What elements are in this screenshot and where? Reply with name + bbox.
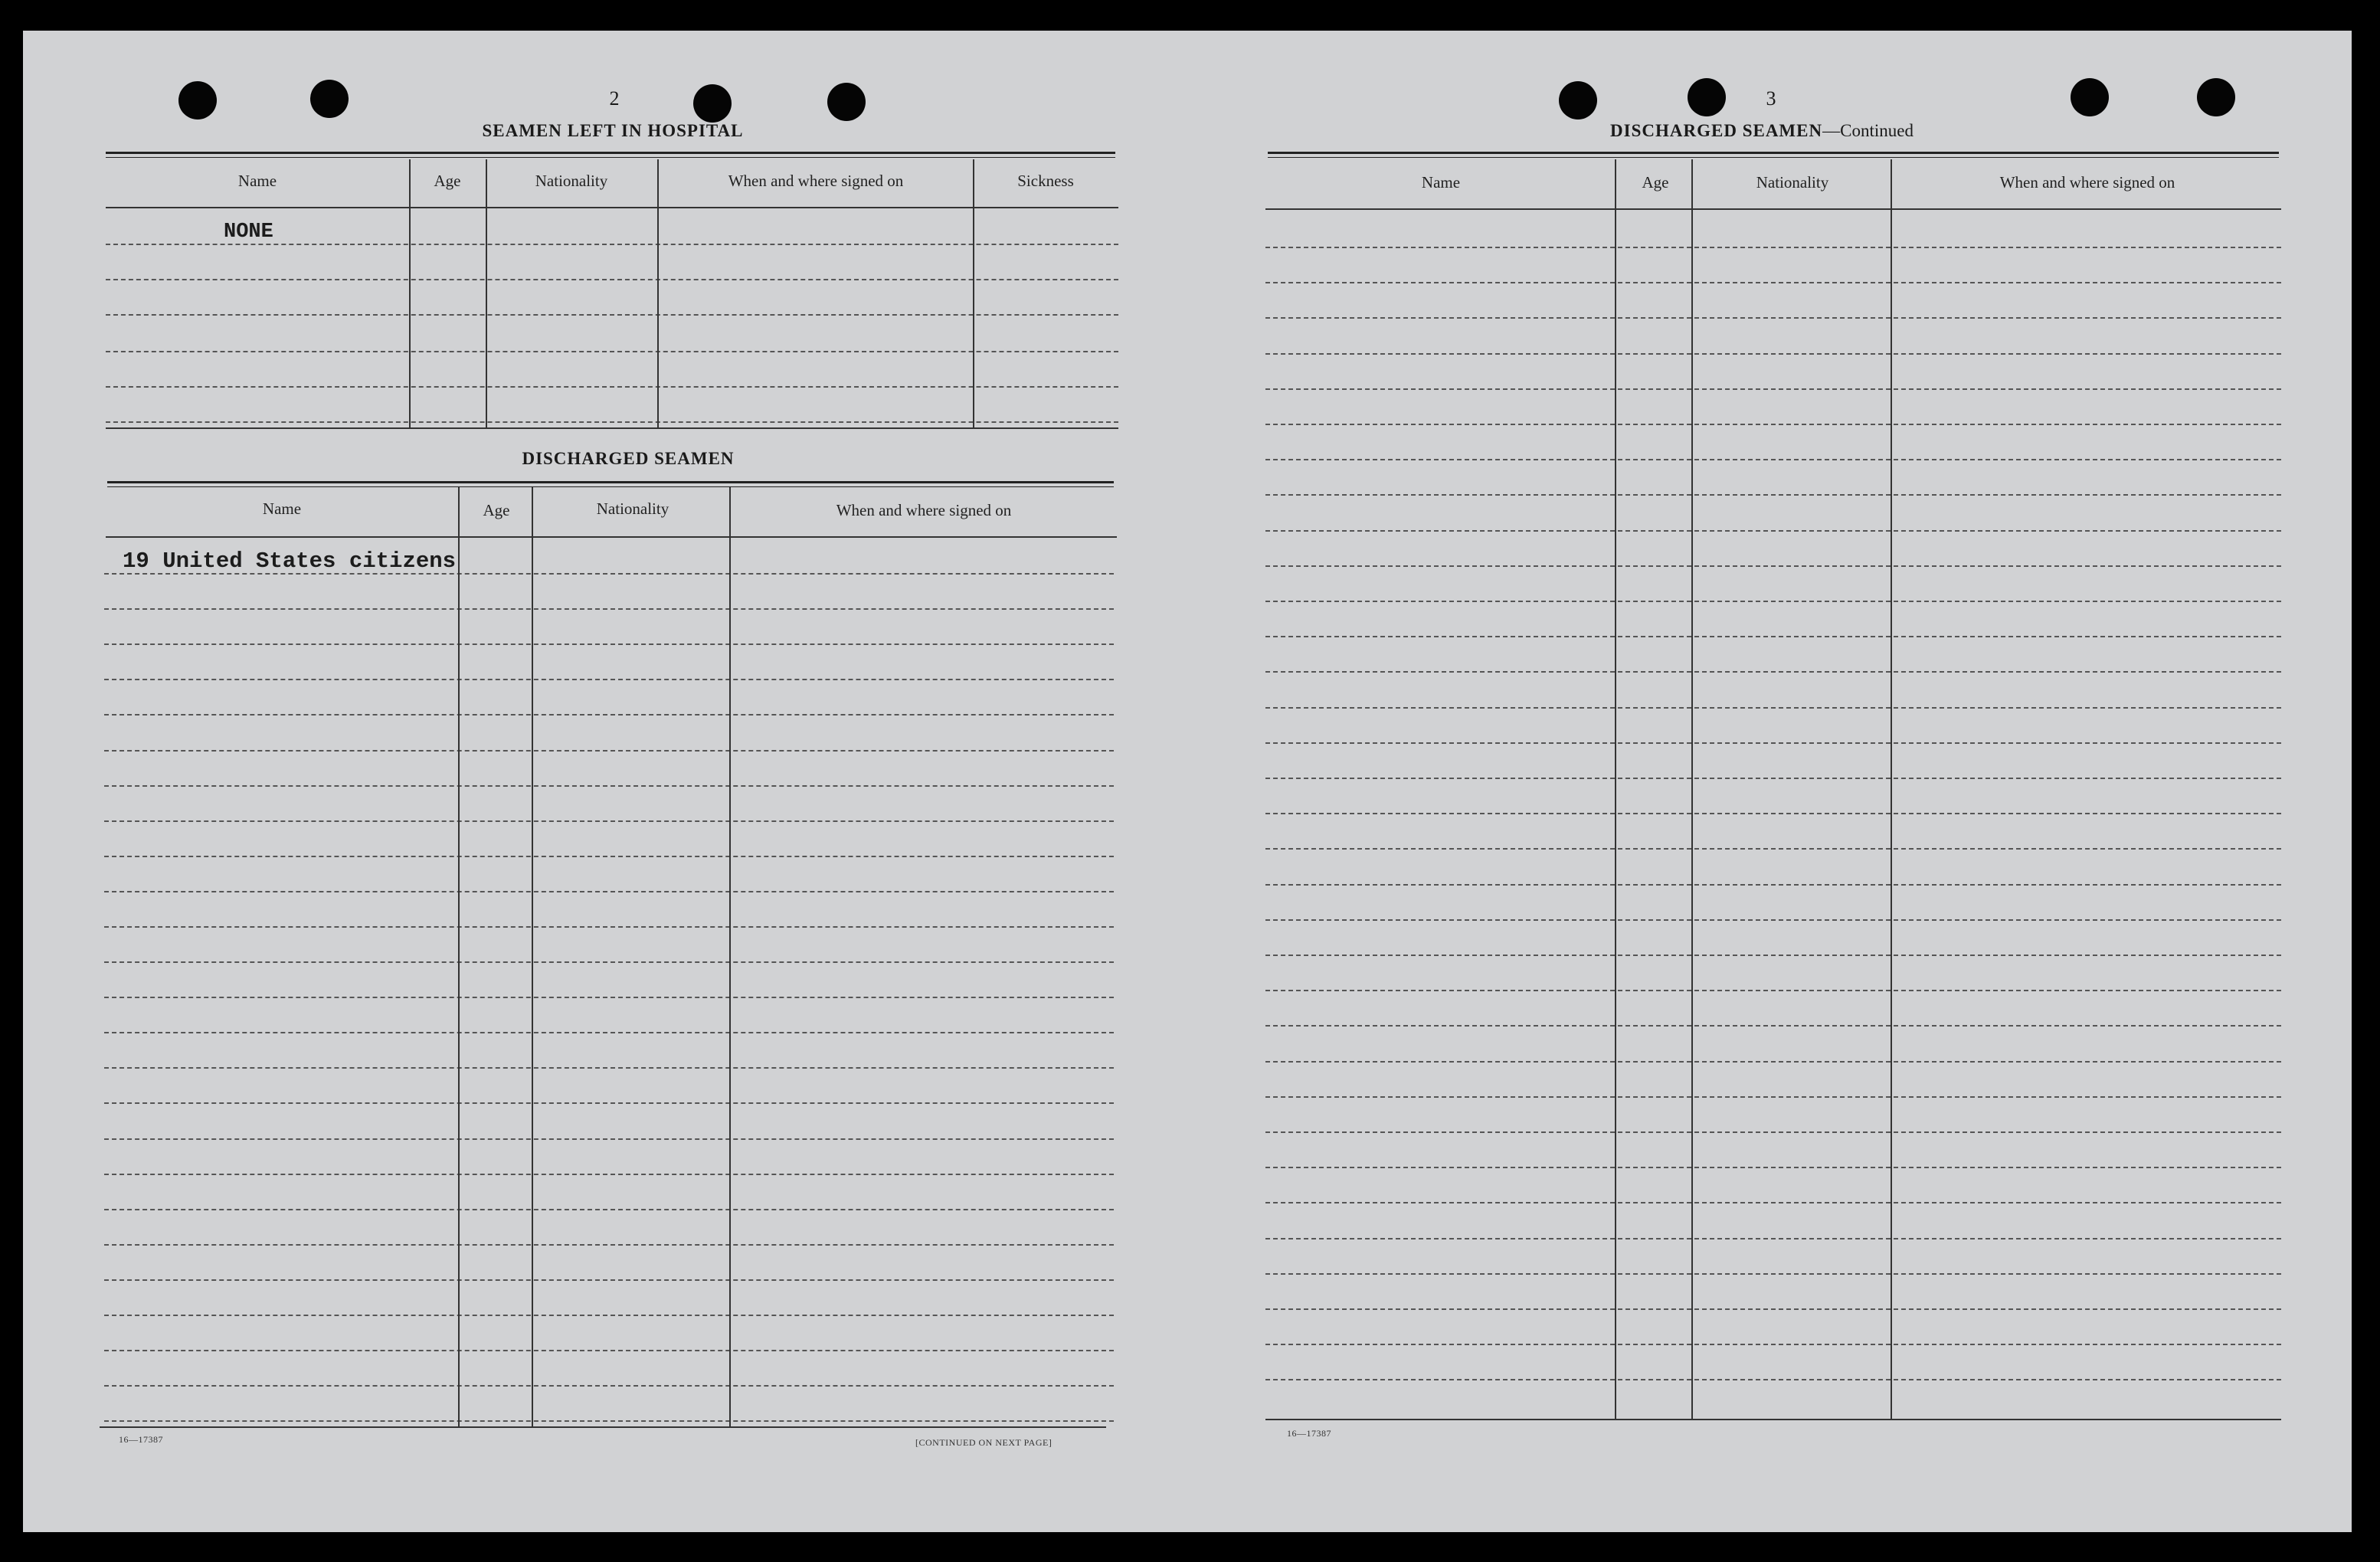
row-rule [104,1244,1114,1246]
column-header-nationality: Nationality [1756,173,1829,192]
row-rule [104,608,1114,610]
form-number: 16—17387 [1287,1428,1331,1439]
column-divider [532,487,533,1426]
row-rule [1265,1308,2281,1310]
row-rule [104,1067,1114,1069]
row-rule [104,679,1114,680]
row-rule [104,820,1114,822]
row-rule [104,643,1114,645]
row-rule [1265,1202,2281,1203]
column-header-nationality: Nationality [596,499,669,518]
row-rule [1265,1167,2281,1168]
column-header-name: Name [237,172,277,190]
column-divider [1615,159,1616,1419]
column-divider [1891,159,1892,1419]
row-rule [1265,353,2281,355]
header-rule [106,207,1118,208]
row-rule [104,785,1114,787]
row-rule [1265,1379,2281,1380]
row-rule [104,1420,1114,1422]
row-rule [1265,565,2281,567]
header-rule [1265,208,2281,210]
row-rule [104,1385,1114,1387]
column-divider [973,159,974,427]
column-header-nationality: Nationality [535,172,608,190]
punch-hole [827,83,866,121]
continued-note: [CONTINUED ON NEXT PAGE] [915,1437,1053,1448]
column-header-age: Age [434,172,461,190]
row-rule [104,1032,1114,1033]
row-rule [104,1209,1114,1210]
discharged-continued-title [1532,121,1992,141]
row-rule [1265,1238,2281,1239]
row-rule [1265,459,2281,460]
row-rule [106,279,1118,280]
row-rule [1265,1096,2281,1098]
column-divider [729,487,731,1426]
table-top-rule [106,152,1115,158]
row-rule [104,891,1114,892]
row-rule [1265,990,2281,991]
punch-hole [2071,78,2109,116]
row-rule [1265,601,2281,602]
row-rule [1265,919,2281,921]
row-rule [1265,530,2281,532]
column-header-age: Age [483,501,510,519]
row-rule [1265,494,2281,496]
hospital-section-title: SEAMEN LEFT IN HOSPITAL [482,121,744,140]
row-rule [104,750,1114,752]
column-header-signed-on: When and where signed on [836,501,1012,519]
title-main: DISCHARGED SEAMEN [1610,121,1823,140]
table-top-rule [107,481,1114,487]
row-rule [1265,884,2281,886]
punch-hole [1559,81,1597,120]
column-divider [657,159,659,427]
row-rule [104,1138,1114,1140]
row-rule [1265,636,2281,637]
row-rule [106,421,1118,423]
row-rule [1265,1131,2281,1133]
row-rule [104,1350,1114,1351]
column-divider [486,159,487,427]
column-divider [458,487,460,1426]
column-header-sickness: Sickness [1017,172,1074,190]
row-rule [104,1174,1114,1175]
row-rule [1265,671,2281,673]
row-rule [104,714,1114,716]
table-bottom-rule [106,427,1118,429]
page-number: 2 [609,87,620,110]
row-rule [1265,247,2281,248]
row-rule [1265,848,2281,850]
column-divider [409,159,411,427]
row-rule [1265,317,2281,319]
row-rule [104,961,1114,963]
row-rule [104,926,1114,928]
row-rule [1265,388,2281,390]
page-number: 3 [1766,87,1776,110]
row-rule [1265,1344,2281,1345]
discharged-entry: 19 United States citizens [123,549,457,574]
row-rule [106,314,1118,316]
title-continued: —Continued [1822,121,1913,140]
table-bottom-rule [100,1426,1106,1428]
document-sheet [23,31,2352,1532]
column-header-name: Name [262,499,302,518]
row-rule [1265,955,2281,956]
row-rule [106,351,1118,352]
form-number: 16—17387 [119,1434,163,1445]
row-rule [1265,1273,2281,1275]
punch-hole [1688,78,1726,116]
row-rule [104,1102,1114,1104]
punch-hole [310,80,349,118]
column-divider [1691,159,1693,1419]
row-rule [1265,424,2281,425]
row-rule [106,386,1118,388]
row-rule [1265,1061,2281,1063]
column-header-signed-on: When and where signed on [728,172,904,190]
row-rule [104,1315,1114,1316]
discharged-section-title: DISCHARGED SEAMEN [522,449,735,468]
table-bottom-rule [1265,1419,2281,1420]
row-rule [1265,707,2281,709]
column-header-age: Age [1642,173,1669,192]
row-rule [1265,282,2281,283]
header-rule [106,536,1117,538]
column-header-name: Name [1421,173,1461,192]
row-rule [1265,778,2281,779]
punch-hole [2197,78,2235,116]
row-rule [104,997,1114,998]
row-rule [104,1279,1114,1281]
column-header-signed-on: When and where signed on [1999,173,2175,192]
punch-hole [178,81,217,120]
row-rule [1265,813,2281,814]
row-rule [1265,1025,2281,1027]
row-rule [104,856,1114,857]
table-top-rule [1268,152,2279,158]
row-rule [106,244,1118,245]
punch-hole [693,84,732,123]
row-rule [1265,742,2281,744]
hospital-entry: NONE [224,221,273,244]
